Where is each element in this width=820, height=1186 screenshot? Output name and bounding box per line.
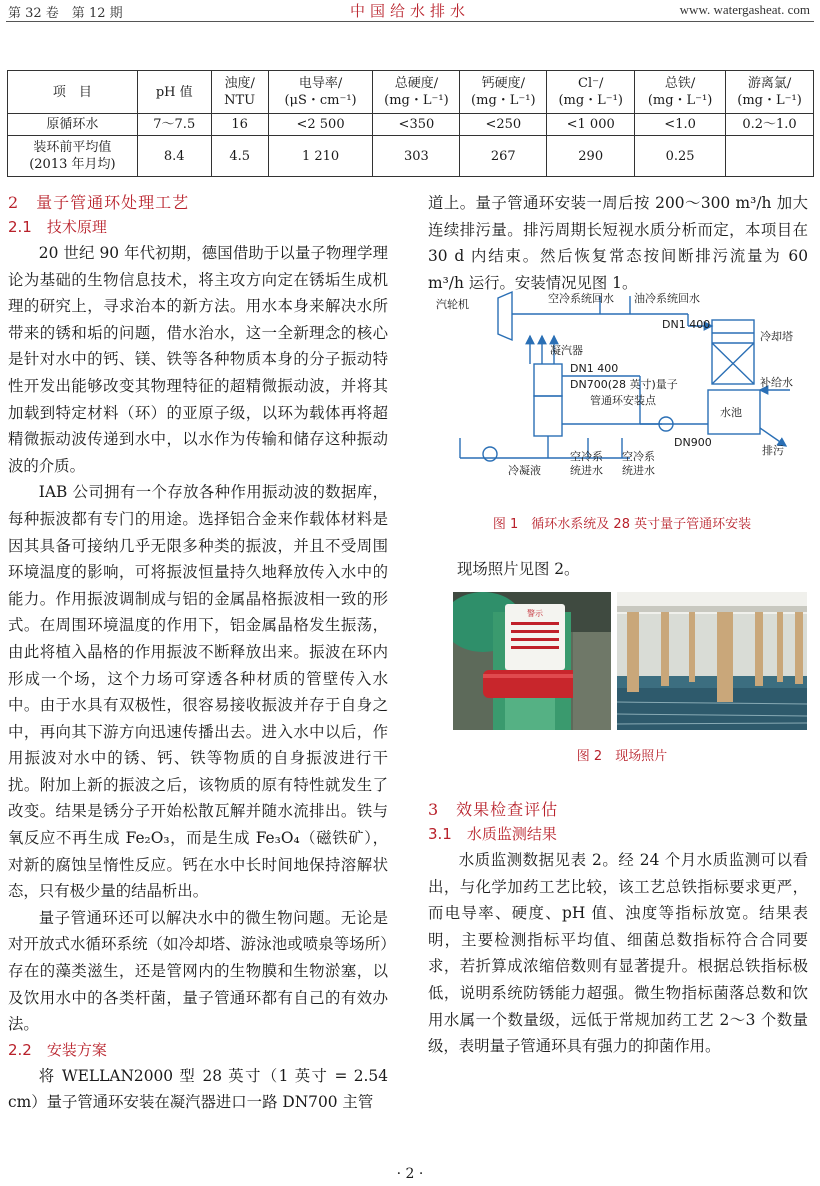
label-dn700-a: DN700(28 英寸)量子 [570,378,678,391]
paragraph: 水质监测数据见表 2。经 24 个月水质监测可以看出，与化学加药工艺比较，该工艺总铁指标要求更严，而电导率、硬度、pH 值、浊度等指标放宽。结果表明，主要检测指标平均值、细菌总数指标符合合同要求，若折算成浓缩倍数则有显著提升。根据总铁指标极低，说明系统防锈能力超强。微生物指标菌落总数和饮用水属一个数量级，远低于常规加药工艺 2～3 个数量级，表明量子管通环具有强力的抑菌作用。 [428,851,808,1056]
table-cell: <250 [460,114,547,136]
label-condensate: 冷凝液 [508,464,541,477]
table-cell: 1 210 [268,136,373,177]
cooling-tower-box [712,320,754,384]
table-header-cell: 总硬度/ (mg・L⁻¹) [373,71,460,114]
table-cell: 267 [460,136,547,177]
table-row [8,136,814,177]
table-cell: 8.4 [137,136,211,177]
label-air-cool-return: 空冷系统回水 [548,292,614,305]
figure-2-caption: 图 2 现场照片 [576,749,668,764]
table-cell: 4.5 [211,136,268,177]
label-oil-cool-return: 油冷系统回水 [634,292,700,305]
table-cell: 303 [373,136,460,177]
subsection-heading-2-2: 2.2 安装方案 [8,1040,107,1059]
header-journal-title: 中国给水排水 [349,2,470,20]
section-heading-3: 3 效果检查评估 [428,800,559,819]
table-cell [726,136,814,177]
label-cooling-tower: 冷却塔 [760,330,793,343]
paragraph: 量子管通环还可以解决水中的微生物问题。无论是对开放式水循环系统（如冷却塔、游泳池或喷泉等场所）存在的藻类滋生，还是管网内的生物膜和生物淤塞，以及饮用水中的各类杆菌，量子管通环都有自己的有效办法。 [8,908,388,1034]
subsection-heading-2-1: 2.1 技术原理 [8,218,107,236]
page-number: · 2 · [396,1166,424,1182]
table-header-cell: 游离氯/ (mg・L⁻¹) [726,71,814,114]
table-header-cell: pH 值 [137,71,211,114]
table-cell: 原循环水 [8,114,138,136]
label-oil-in-b: 统进水 [622,464,655,477]
table-cell: 290 [547,136,635,177]
table-cell: 装环前平均值 (2013 年月均) [8,136,138,177]
label-pool: 水池 [720,406,742,419]
right-column-bottom [428,797,808,1060]
table-header-row [8,71,814,114]
table-cell: 0.25 [635,136,726,177]
table-cell: <1 000 [547,114,635,136]
label-dn900: DN900 [674,436,712,449]
left-column [8,190,388,1116]
table-header-cell: 浊度/ NTU [211,71,268,114]
right-column-top [428,190,808,296]
circulation-system-diagram [430,288,814,500]
header-website: www. watergasheat. com [679,2,810,17]
label-air-in-a: 空冷系 [570,450,603,463]
table-row [8,114,814,136]
label-makeup-water: 补给水 [760,376,793,389]
paragraph: 将 WELLAN2000 型 28 英寸（1 英寸 = 2.54 cm）量子管通环安装在凝汽器进口一路 DN700 主管 [8,1066,388,1112]
table-cell: <2 500 [268,114,373,136]
site-photo-cooling-tower [617,592,807,730]
table-cell: 16 [211,114,268,136]
label-air-in-b: 统进水 [570,464,603,477]
condensate-pump-icon [483,447,497,461]
table-header-cell: 项 目 [8,71,138,114]
table-header-cell: 钙硬度/ (mg・L⁻¹) [460,71,547,114]
photo-warning-label: 警示 [527,609,543,618]
paragraph: IAB 公司拥有一个存放各种作用振动波的数据库，每种振波都有专门的用途。选择铝合金来作载体材料是因其具备可接纳几乎无限多种类的振波，并且不受周围环境温度的影响，可将振波恒量持久地释放传入水中的能力。作用振波调制成与铝的金属晶格振波相一致的形式。在周围环境温度的作用下，铝金属晶格发生振荡，由此将植入晶格的作用振波不断释放出来。振波在环内形成一个场，这个力场可穿透各种材质的管壁传入水中。由于水具有双极性，很容易接收振波并存于自身之中，再向其下游方向迅速传播出去。进入水中以后，作用振波对水中的锈、钙、铁等物质的自身振波进行干扰。附加上新的振波之后，该物质的原有特性就发生了改变。结果是锈分子开始松散瓦解并随水流排出。铁与氧反应不再生成 Fe₂O₃，而是生成 Fe₃O₄（磁铁矿），对新的腐蚀呈惰性反应。钙在水中长时间地保持溶解状态，只有极少量的结晶析出。 [8,483,388,901]
table-cell: <1.0 [635,114,726,136]
table-header-cell: 总铁/ (mg・L⁻¹) [635,71,726,114]
label-condenser: 凝汽器 [550,344,583,357]
label-oil-in-a: 空冷系 [622,450,655,463]
header-volume: 第 32 卷 第 12 期 [8,6,123,21]
label-blowdown: 排污 [762,444,784,457]
subsection-heading-3-1: 3.1 水质监测结果 [428,825,557,843]
condenser-box [534,364,562,396]
label-dn700-b: 管通环安装点 [590,394,656,407]
site-photo-pipe-ring [453,592,611,730]
table-cell: 7～7.5 [137,114,211,136]
condenser-lower-box [534,396,562,436]
label-turbine: 汽轮机 [436,298,469,311]
table-cell: <350 [373,114,460,136]
section-heading-2: 2 量子管通环处理工艺 [8,193,190,212]
paragraph: 道上。量子管通环安装一周后按 200～300 m³/h 加大连续排污量。排污周期长短视水质分析而定，本项目在 30 d 内结束。然后恢复常态按间断排污流量为 60 m³/h 运行。安装情况见图 1。 [428,194,808,292]
label-dn1400-mid: DN1 400 [570,362,619,375]
paragraph: 20 世纪 90 年代初期，德国借助于以量子物理学理论为基础的生物信息技术，将主攻方向定在锈垢生成机理的研究上，寻求治本的新方法。用水本身来解决水所带来的锈和垢的问题，借水治水，这一全新理念的核心是针对水中的钙、镁、铁等各种物质本身的分子振动特性开发出能够改变其物理特征的超精微振动波，并将其加载到特定材料（环）的亚原子级，以环为载体再将超精微振动波传递到水中，以水作为传输和储存这种振动波的介质。 [8,244,388,475]
table-header-cell: 电导率/ (μS・cm⁻¹) [268,71,373,114]
header-rule [6,21,814,22]
figure-1-caption: 图 1 循环水系统及 28 英寸量子管通环安装 [492,517,752,532]
table-cell: 0.2～1.0 [726,114,814,136]
water-quality-table [7,70,814,177]
label-dn1400-top: DN1 400 [662,318,711,331]
turbine-shape [498,292,512,340]
paragraph: 现场照片见图 2。 [457,560,580,578]
table-header-cell: Cl⁻/ (mg・L⁻¹) [547,71,635,114]
